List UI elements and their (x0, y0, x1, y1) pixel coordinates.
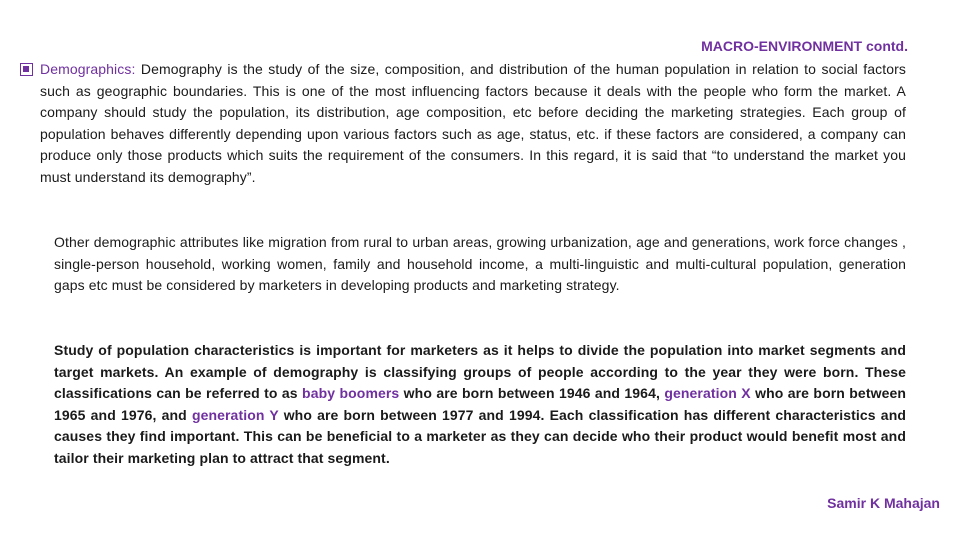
square-bullet-icon (20, 63, 33, 76)
generation-x-range: who are born between 1965 and 1976, and (54, 385, 906, 423)
study-closing: who are born between 1977 and 1994. Each classification has different characteristics and causes they find important. This can be beneficial to a marketer as they can decide who their product would benefit most and tailor their marketing plan to attract that segment. (54, 406, 906, 466)
slide-heading: MACRO-ENVIRONMENT contd. (701, 38, 908, 54)
baby-boomers-range: who are born between 1946 and 1964, (399, 385, 660, 402)
attributes-paragraph: Other demographic attributes like migration from rural to urban areas, growing urbanization, age and generations, work force changes , single-person household, working women, family and household income, a multi-linguistic and multi-cultural population, generation gaps etc must be considered by marketers in developing products and marketing strategy. (54, 234, 906, 294)
demographics-label: Demographics: (40, 61, 136, 77)
demographics-text: Demography is the study of the size, composition, and distribution of the human population in relation to social factors such as geographic boundaries. This is one of the most influencing factors because it deals with the people who form the market. A company should study the population, its distribution, age composition, etc before deciding the marketing strategies. Each group of population behaves differently depending upon various factors such as age, status, etc. if these factors are considered, a company can produce only those products which suits the requirement of the consumers. In this regard, it is said that “to understand the market you must understand its demography”. (40, 61, 906, 185)
author-name: Samir K Mahajan (827, 495, 940, 511)
study-intro: Study of population characteristics is important for marketers as it helps to divide the population into market segments and target markets. An example of demography is classifying groups of people according to the year they were born. These classifications can be referred to as (54, 342, 906, 402)
baby-boomers-term: baby boomers (302, 385, 400, 402)
generation-x-term: generation X (664, 385, 751, 402)
demographics-paragraph (40, 59, 906, 189)
generation-y-term: generation Y (191, 406, 279, 423)
study-paragraph (54, 340, 906, 470)
